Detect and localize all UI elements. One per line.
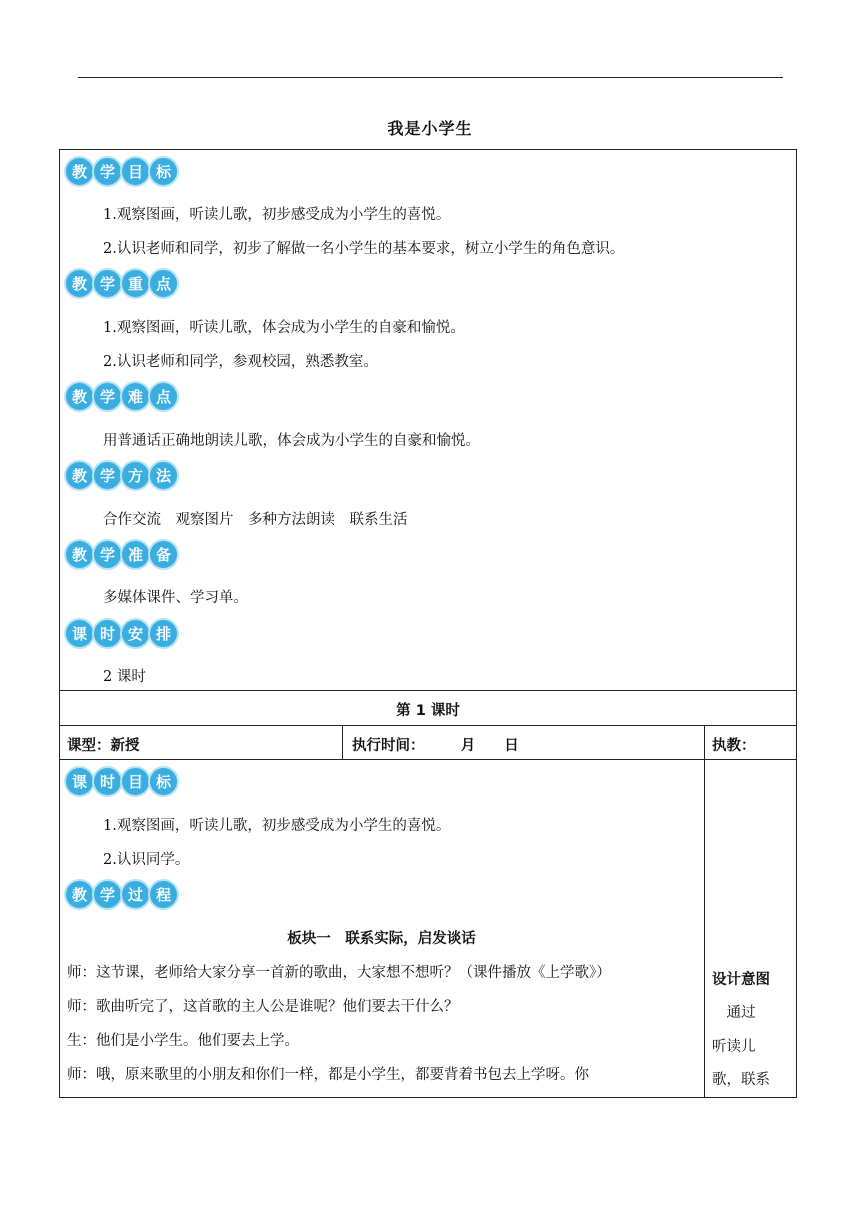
section-badge-key-points: 教 学 重 点 — [66, 270, 177, 300]
lesson-header: 第 1 课时 — [396, 703, 460, 719]
design-intent-text: 听读儿 — [712, 1039, 756, 1055]
teacher-field: 执教： — [712, 738, 756, 754]
header-rule — [78, 77, 783, 78]
section-text: 多媒体课件、学习单。 — [103, 590, 248, 606]
dialogue-line: 师：这节课，老师给大家分享一首新的歌曲，大家想不想听？（课件播放《上学歌》） — [67, 965, 611, 981]
section-text: 1.观察图画，听读儿歌，体会成为小学生的自豪和愉悦。 — [103, 320, 465, 336]
section-text: 用普通话正确地朗读儿歌，体会成为小学生的自豪和愉悦。 — [103, 433, 480, 449]
design-intent-text: 通过 — [712, 1005, 756, 1021]
section-text: 1.观察图画，听读儿歌，初步感受成为小学生的喜悦。 — [103, 818, 451, 834]
section-badge-teaching-process: 教 学 过 程 — [66, 881, 177, 911]
page-title: 我是小学生 — [387, 119, 473, 138]
table-divider — [704, 725, 705, 1098]
section-badge-methods: 教 学 方 法 — [66, 462, 177, 492]
section-badge-difficulties: 教 学 难 点 — [66, 383, 177, 413]
section-text: 合作交流 观察图片 多种方法朗读 联系生活 — [103, 512, 408, 528]
dialogue-line: 师：哦，原来歌里的小朋友和你们一样，都是小学生，都要背着书包去上学呀。你 — [67, 1067, 589, 1083]
table-divider — [342, 725, 343, 759]
section-badge-lesson-goals: 课 时 目 标 — [66, 768, 177, 798]
section-text: 2.认识老师和同学，参观校园，熟悉教室。 — [103, 354, 378, 370]
section-badge-preparation: 教 学 准 备 — [66, 541, 177, 571]
block-title: 板块一 联系实际，启发谈话 — [287, 931, 476, 947]
design-intent-title: 设计意图 — [712, 972, 770, 988]
execution-time: 执行时间： 月 日 — [352, 738, 519, 754]
dialogue-line: 生：他们是小学生。他们要去上学。 — [67, 1033, 299, 1049]
section-text: 1.观察图画，听读儿歌，初步感受成为小学生的喜悦。 — [103, 207, 451, 223]
dialogue-line: 师：歌曲听完了，这首歌的主人公是谁呢？他们要去干什么？ — [67, 999, 459, 1015]
lesson-type: 课型：新授 — [67, 738, 140, 754]
section-text: 2.认识老师和同学，初步了解做一名小学生的基本要求，树立小学生的角色意识。 — [103, 241, 625, 257]
section-badge-teaching-goals: 教 学 目 标 — [66, 158, 177, 188]
section-text: 2 课时 — [103, 669, 146, 685]
table-divider — [59, 690, 797, 691]
section-badge-schedule: 课 时 安 排 — [66, 620, 177, 650]
section-text: 2.认识同学。 — [103, 852, 190, 868]
table-divider — [59, 725, 797, 726]
design-intent-text: 歌，联系 — [712, 1072, 770, 1088]
table-divider — [59, 759, 797, 760]
